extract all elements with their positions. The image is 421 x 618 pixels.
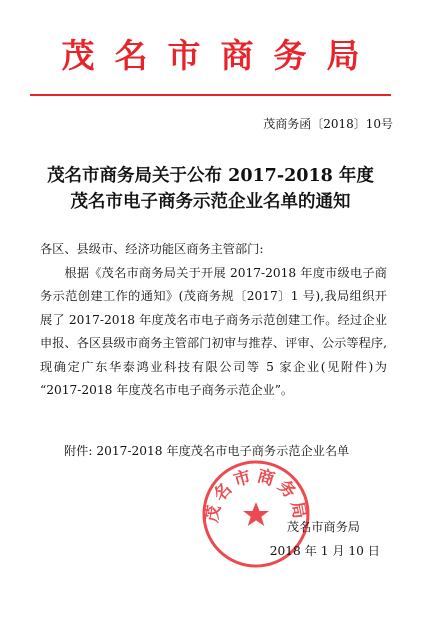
issuing-authority: 茂名市商务局 — [286, 520, 360, 534]
seal-text: 茂名市商务局 — [201, 466, 311, 525]
letterhead: 茂名市商务局 — [61, 36, 380, 75]
attachment-line: 附件: 2017-2018 年度茂名市电子商务示范企业名单 — [64, 444, 350, 458]
document-number: 茂商务函〔2018〕10号 — [263, 117, 393, 131]
document-title — [0, 163, 421, 215]
title-line-1: 茂名市商务局关于公布 2017-2018 年度 — [47, 166, 374, 186]
document-body — [40, 238, 387, 403]
salutation: 各区、县级市、经济功能区商务主管部门: — [40, 242, 264, 256]
title-line-2: 茂名市电子商务示范企业名单的通知 — [70, 192, 351, 212]
red-divider — [30, 94, 391, 96]
signing-date: 2018 年 1 月 10 日 — [269, 544, 380, 558]
body-paragraph: 根据《茂名市商务局关于开展 2017-2018 年度市级电子商务示范创建工作的通知》(茂商务规〔2017〕1 号),我局组织开展了 2017-2018 年度茂名市电子商务示范创建工作。经过企业申报、各区县级市商务主管部门初审与推荐、评审、公示等程序,现确定广东华泰鸿业科技有限公司等 5 家企业(见附件)为 “2017-2018 年度茂名市电子商务示范企业”。 — [40, 265, 387, 397]
